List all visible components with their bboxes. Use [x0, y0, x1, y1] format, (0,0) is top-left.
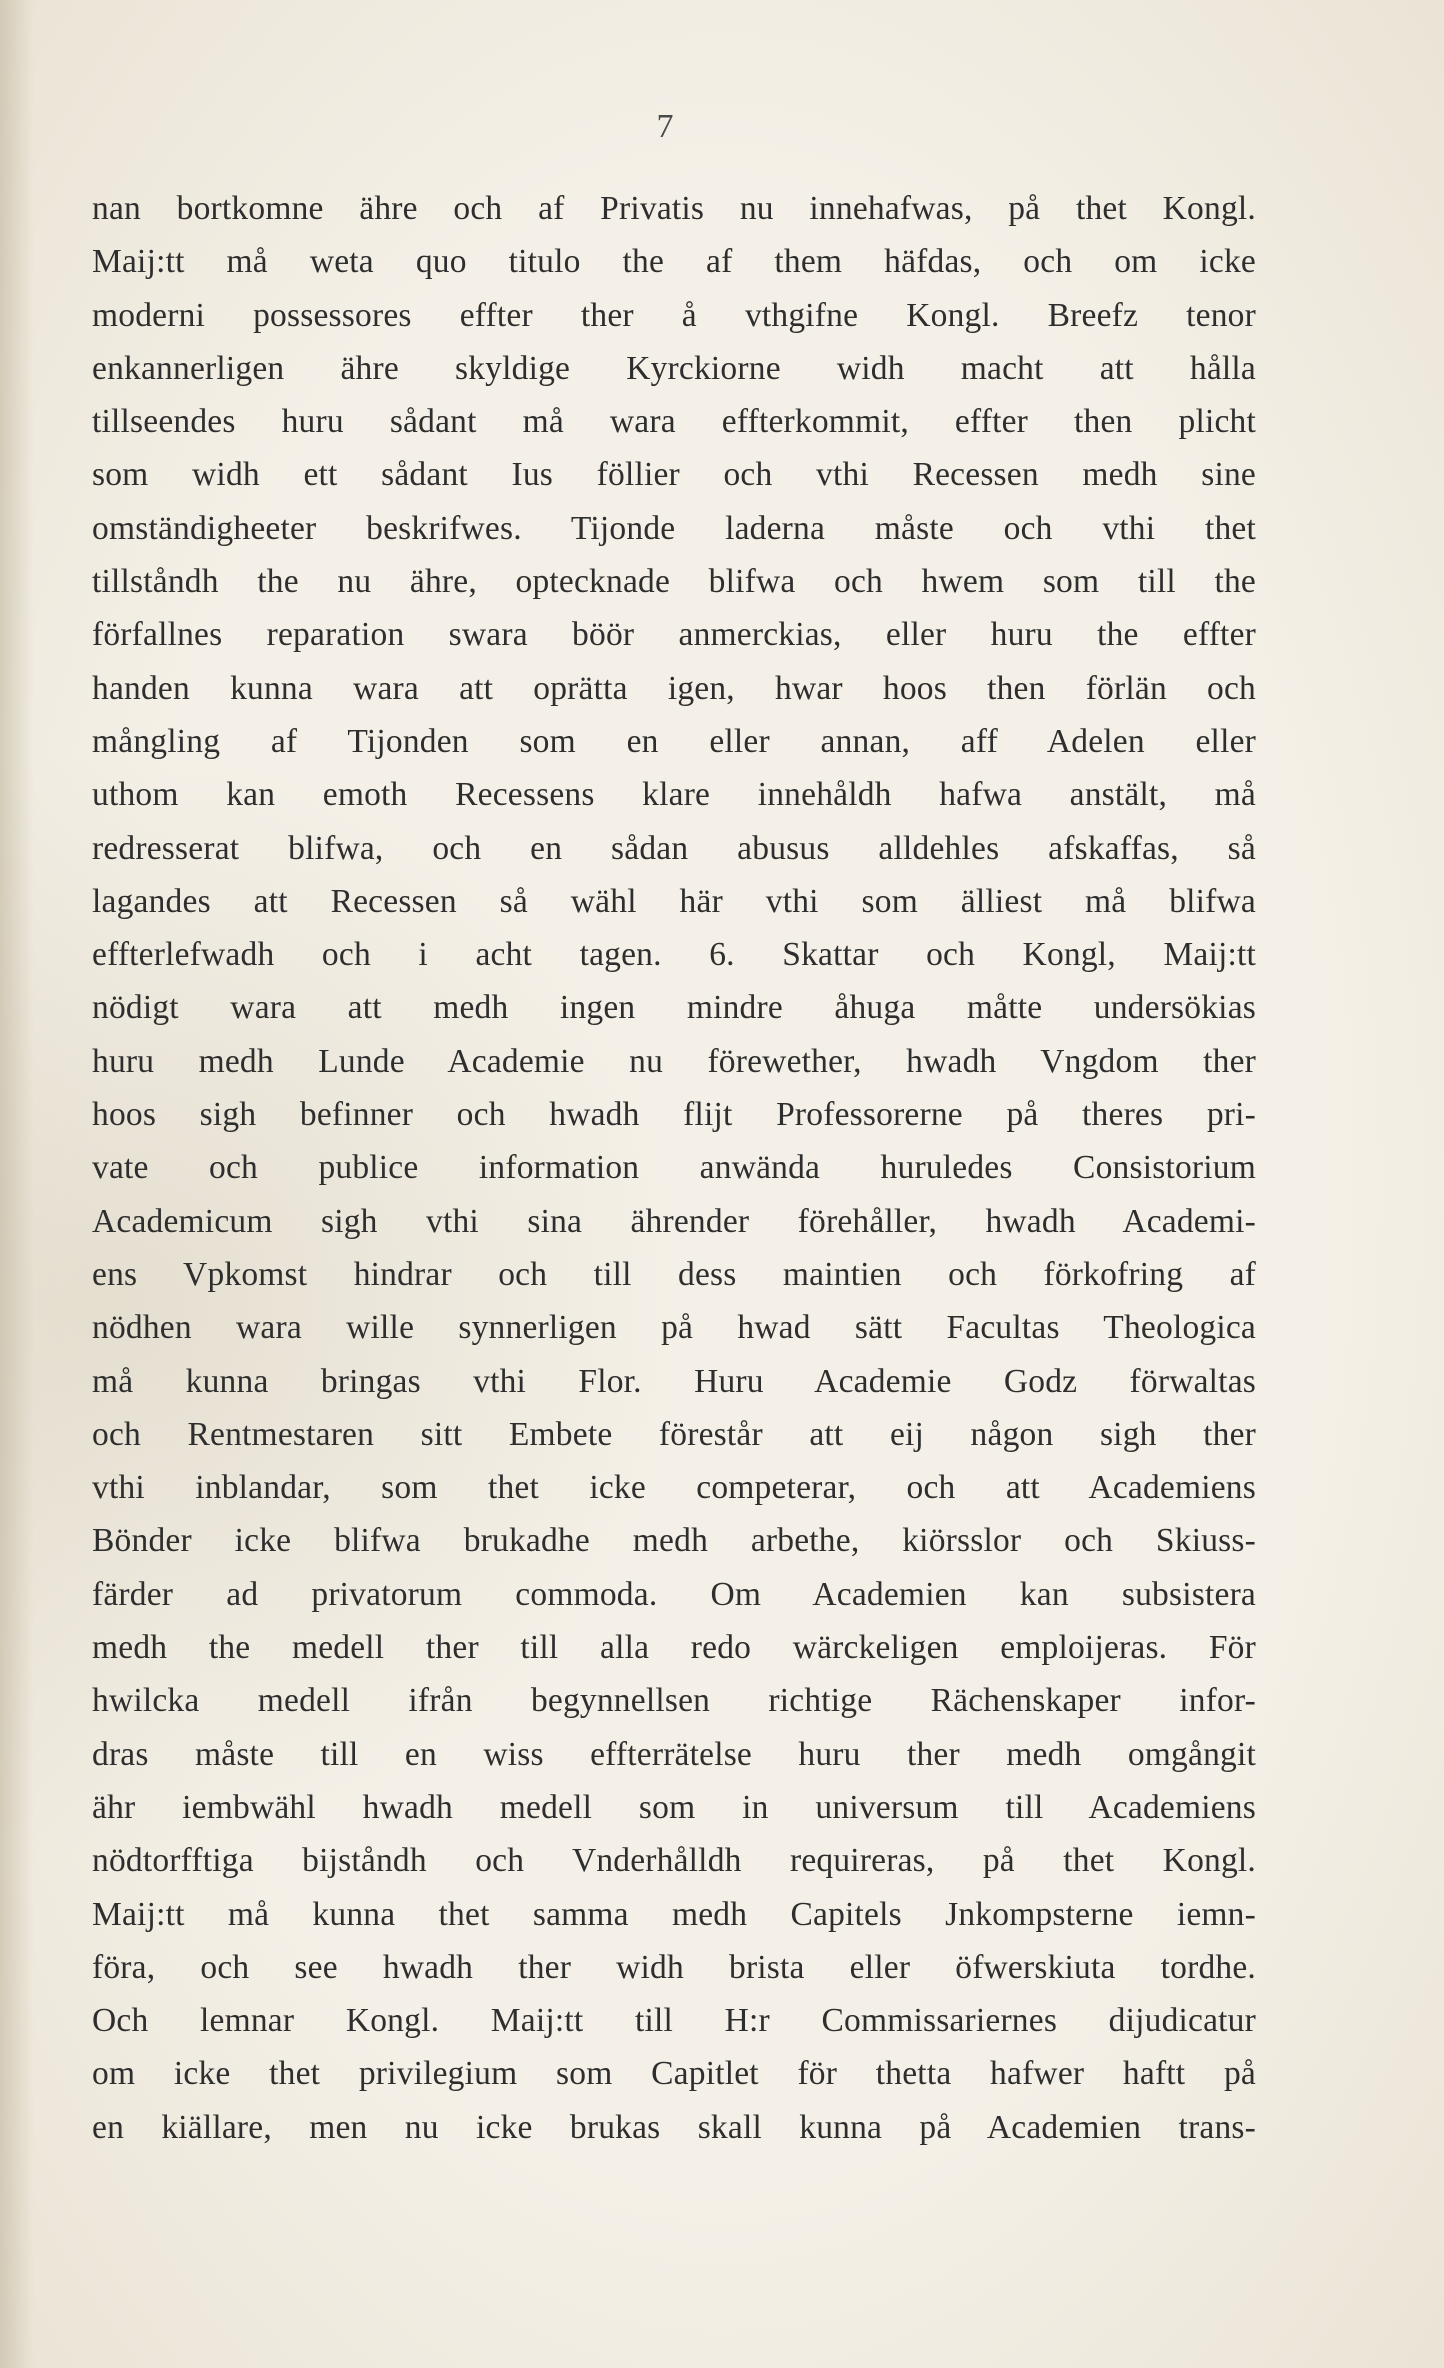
page-number: 7: [656, 108, 674, 145]
text-line: huru medh Lunde Academie nu förewether, hwadh Vngdom ther: [92, 1042, 1256, 1080]
text-line: nödhen wara wille synnerligen på hwad sätt Facultas Theologica: [92, 1309, 1256, 1347]
page-edge-shadow: [0, 0, 34, 2368]
text-line: nödigt wara att medh ingen mindre åhuga måtte undersökias: [92, 989, 1256, 1027]
text-line: vate och publice information anwända huruledes Consistorium: [92, 1149, 1256, 1187]
text-line: Och lemnar Kongl. Maij:tt till H:r Commissariernes dijudicatur: [92, 2002, 1256, 2040]
body-text: [92, 182, 1256, 2154]
text-line: tillståndh the nu ähre, optecknade blifwa och hwem som till the: [92, 563, 1256, 601]
text-line: enkannerligen ähre skyldige Kyrckiorne widh macht att hålla: [92, 349, 1256, 387]
text-line: omständigheeter beskrifwes. Tijonde laderna måste och vthi thet: [92, 509, 1256, 547]
text-line: ens Vpkomst hindrar och till dess maintien och förkofring af: [92, 1255, 1256, 1293]
text-line: och Rentmestaren sitt Embete förestår att eij någon sigh ther: [92, 1415, 1256, 1453]
text-line: hwilcka medell ifrån begynnellsen richtige Rächenskaper infor-: [92, 1682, 1256, 1720]
text-line: effterlefwadh och i acht tagen. 6. Skattar och Kongl, Maij:tt: [92, 936, 1256, 974]
text-line: en kiällare, men nu icke brukas skall kunna på Academien trans-: [92, 2108, 1256, 2146]
text-line: handen kunna wara att oprätta igen, hwar hoos then förlän och: [92, 669, 1256, 707]
text-line: lagandes att Recessen så wähl här vthi som älliest må blifwa: [92, 882, 1256, 920]
text-line: föra, och see hwadh ther widh brista eller öfwerskiuta tordhe.: [92, 1948, 1256, 1986]
text-line: redresserat blifwa, och en sådan abusus alldehles afskaffas, så: [92, 829, 1256, 867]
text-line: om icke thet privilegium som Capitlet för thetta hafwer haftt på: [92, 2055, 1256, 2093]
text-line: vthi inblandar, som thet icke competerar, och att Academiens: [92, 1469, 1256, 1507]
text-line: ähr iembwähl hwadh medell som in universum till Academiens: [92, 1788, 1256, 1826]
text-line: uthom kan emoth Recessens klare innehåldh hafwa anstält, må: [92, 776, 1256, 814]
text-line: färder ad privatorum commoda. Om Academien kan subsistera: [92, 1575, 1256, 1613]
text-line: tillseendes huru sådant må wara effterkommit, effter then plicht: [92, 403, 1256, 441]
text-line: som widh ett sådant Ius föllier och vthi Recessen medh sine: [92, 456, 1256, 494]
text-line: moderni possessores effter ther å vthgifne Kongl. Breefz tenor: [92, 296, 1256, 334]
text-line: hoos sigh befinner och hwadh flijt Professorerne på theres pri-: [92, 1096, 1256, 1134]
text-line: nan bortkomne ähre och af Privatis nu innehafwas, på thet Kongl.: [92, 190, 1256, 227]
text-line: medh the medell ther till alla redo wärckeligen emploijeras. För: [92, 1629, 1256, 1667]
text-line: Maij:tt må weta quo titulo the af them häfdas, och om icke: [92, 243, 1256, 281]
text-line: nödtorfftiga bijståndh och Vnderhålldh requireras, på thet Kongl.: [92, 1842, 1256, 1880]
text-line: dras måste till en wiss effterrätelse huru ther medh omgångit: [92, 1735, 1256, 1773]
text-line: Bönder icke blifwa brukadhe medh arbethe, kiörsslor och Skiuss-: [92, 1522, 1256, 1560]
text-line: Academicum sigh vthi sina ährender förehåller, hwadh Academi-: [92, 1202, 1256, 1240]
text-line: må kunna bringas vthi Flor. Huru Academie Godz förwaltas: [92, 1362, 1256, 1400]
text-line: mångling af Tijonden som en eller annan, aff Adelen eller: [92, 722, 1256, 760]
text-line: Maij:tt må kunna thet samma medh Capitels Jnkompsterne iemn-: [92, 1895, 1256, 1933]
text-line: förfallnes reparation swara böör anmerckias, eller huru the effter: [92, 616, 1256, 654]
